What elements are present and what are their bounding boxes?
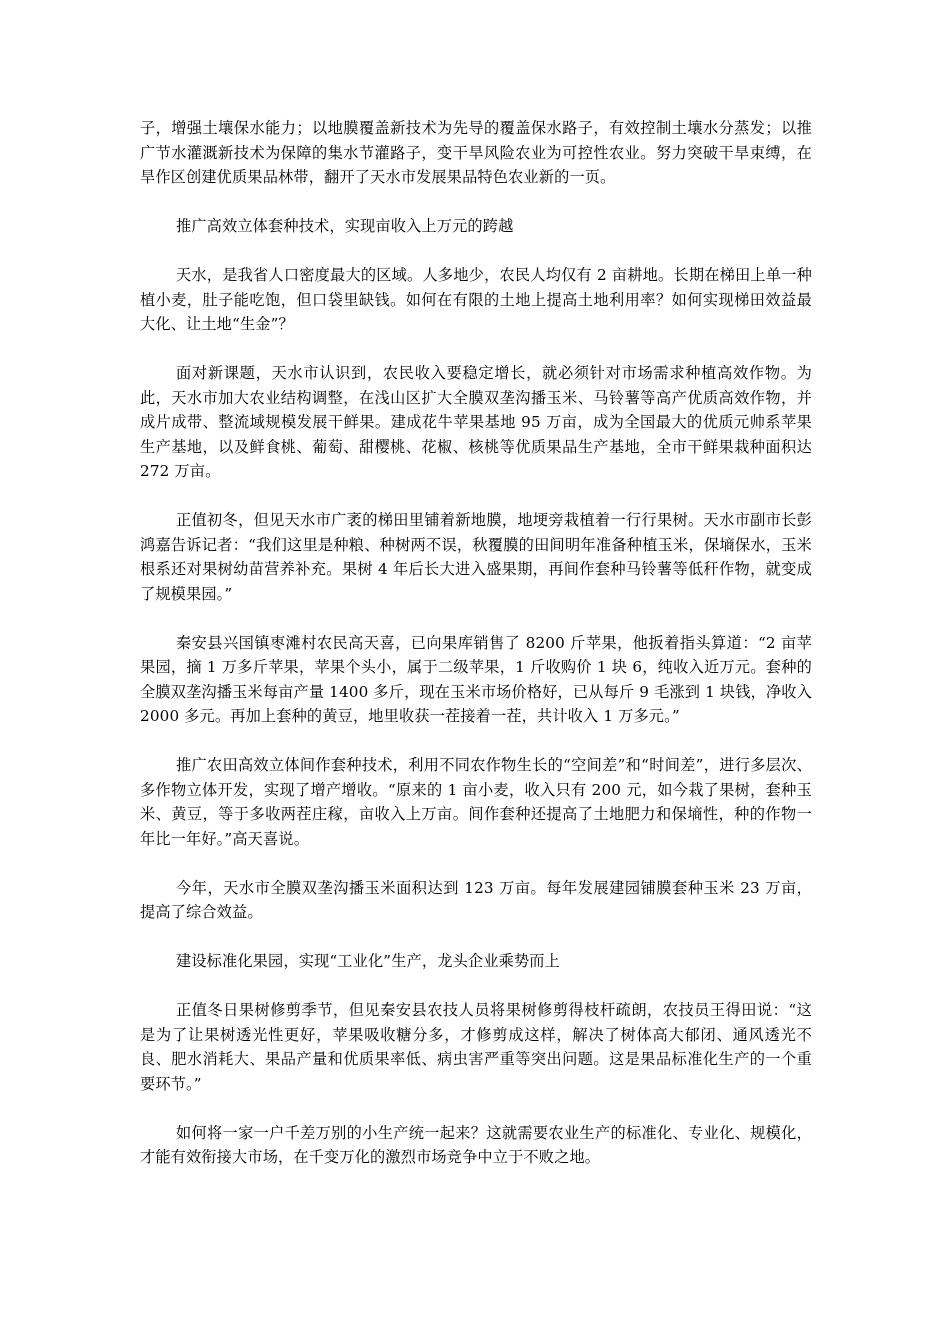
paragraph-standardization: 如何将一家一户千差万别的小生产统一起来？这就需要农业生产的标准化、专业化、规模化，才能有效衔接大市场，在千变万化的激烈市场竞争中立于不败之地。	[140, 1123, 812, 1166]
document-page	[140, 116, 812, 1194]
section-heading-standard-orchard: 建设标准化果园，实现“工业化”生产，龙头企业乘势而上	[176, 952, 560, 970]
paragraph-vice-mayor-quote: 正值初冬，但见天水市广袤的梯田里铺着新地膜，地埂旁栽植着一行行果树。天水市副市长彭鸿嘉告诉记者：“我们这里是种粮、种树两不误，秋覆膜的田间明年准备种植玉米，保墒保水，玉米根系还对果树幼苗营养补充。果树 4 年后长大进入盛果期，再间作套种马铃薯等低秆作物，就变成了规模果园。”	[140, 511, 812, 603]
paragraph-tianshui-intro: 天水，是我省人口密度最大的区域。人多地少，农民人均仅有 2 亩耕地。长期在梯田上单一种植小麦，肚子能吃饱，但口袋里缺钱。如何在有限的土地上提高土地利用率？如何实现梯田效益最大化、让土地“生金”？	[140, 266, 812, 333]
paragraph-intercropping-tech: 推广农田高效立体间作套种技术，利用不同农作物生长的“空间差”和“时间差”，进行多层次、多作物立体开发，实现了增产增收。“原来的 1 亩小麦，收入只有 200 元，如今栽了果树，套种玉米、黄豆，等于多收两茬庄稼，亩收入上万亩。间作套种还提高了土地肥力和保墒性，种的作物一年比一年好。”高天喜说。	[140, 756, 812, 848]
paragraph-structure-adjustment: 面对新课题，天水市认识到，农民收入要稳定增长，就必须针对市场需求种植高效作物。为此，天水市加大农业结构调整，在浅山区扩大全膜双垄沟播玉米、马铃薯等高产优质高效作物，并成片成带、整流域规模发展干鲜果。建成花牛苹果基地 95 万亩，成为全国最大的优质元帅系苹果生产基地，以及鲜食桃、葡萄、甜樱桃、花椒、核桃等优质果品生产基地，全市干鲜果栽种面积达 272 万亩。	[140, 364, 812, 480]
paragraph-pruning: 正值冬日果树修剪季节，但见秦安县农技人员将果树修剪得枝杆疏朗，农技员王得田说：“这是为了让果树透光性更好，苹果吸收糖分多，才修剪成这样，解决了树体高大郁闭、通风透光不良、肥水消耗大、果品产量和优质果率低、病虫害严重等突出问题。这是果品标准化生产的一个重要环节。”	[140, 1001, 812, 1093]
paragraph-corn-area: 今年，天水市全膜双垄沟播玉米面积达到 123 万亩。每年发展建园铺膜套种玉米 23 万亩，提高了综合效益。	[140, 878, 812, 921]
paragraph-farmer-gao: 秦安县兴国镇枣滩村农民高天喜，已向果库销售了 8200 斤苹果，他扳着指头算道：“2 亩苹果园，摘 1 万多斤苹果，苹果个头小，属于二级苹果，1 斤收购价 1 块 6，纯收入近万元。套种的全膜双垄沟播玉米每亩产量 1400 多斤，现在玉米市场价格好，已从每斤 9 毛涨到 1 块钱，净收入 2000 多元。再加上套种的黄豆，地里收获一茬接着一茬，共计收入 1 万多元。”	[140, 633, 812, 725]
section-heading-intercropping: 推广高效立体套种技术，实现亩收入上万元的跨越	[176, 217, 514, 235]
paragraph-continuation: 子，增强土壤保水能力；以地膜覆盖新技术为先导的覆盖保水路子，有效控制土壤水分蒸发；以推广节水灌溉新技术为保障的集水节灌路子，变干旱风险农业为可控性农业。努力突破干旱束缚，在旱作区创建优质果品林带，翻开了天水市发展果品特色农业新的一页。	[140, 119, 812, 186]
